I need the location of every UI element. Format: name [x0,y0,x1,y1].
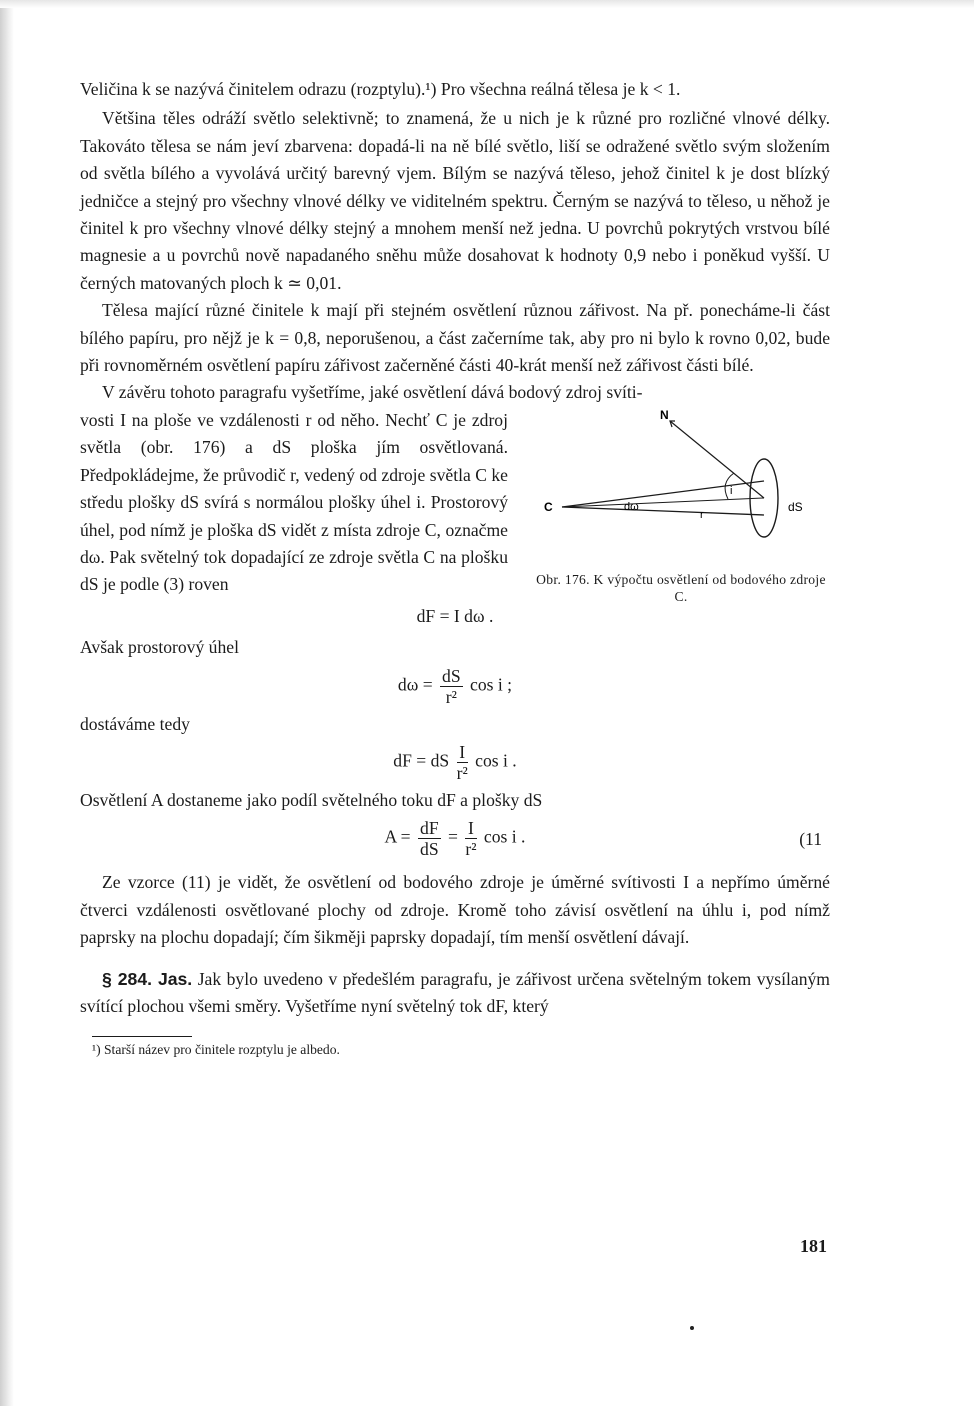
equation-2 [80,666,830,707]
footnote-rule [92,1036,192,1037]
eq4-denominator-2: r² [465,839,477,860]
eq2-left: dω = [397,674,433,695]
scan-speck [690,1326,694,1330]
paragraph-4-first-line: V závěru tohoto paragrafu vyšetříme, jaké osvětlení dává bodový zdroj svíti- [102,382,643,403]
eq4-numerator-1: dF [420,818,439,839]
eq4-left: A = [384,826,411,847]
paragraph-6 [80,966,830,1021]
label-i: i [730,484,733,497]
eq4-numerator-2: I [465,818,476,839]
eq2-numerator: dS [442,665,461,686]
equation-1: dF = I dω . [416,605,494,626]
eq2-fraction [440,666,463,707]
eq4-denominator-1: dS [420,839,439,860]
equation-4 [80,818,830,859]
scan-shadow-top [0,0,974,8]
paragraph-4-rest: vosti I na ploše ve vzdálenosti r od něho. Nechť C je zdroj světla (obr. 176) a dS ploška jím osvětlovaná. Předpokládejme, že průvodič r, vedený od zdroje světla C ke středu plošky dS svírá s normálou plošky úhel i. Prostorový úhel, pod nímž je ploška dS vidět z místa zdroje C, označme dω. Pak světelný tok dopadající ze zdroje světla C na plošku dS je podle (3) roven [80,409,508,595]
label-domega: dω [624,500,639,513]
paragraph-2: Většina těles odráží světlo selektivně; to znamená, že u nich je k různé pro rozličné vlnové délky. Takováto tělesa se nám jeví zbarvena: dopadá-li na ně bílé světlo, liší se odražené světlo svým složením od světla bílého a vyvolává určitý barevný vjem. Bílým se nazývá těleso, jehož činitel k je dost blízký jedničce a stejný pro všechny vlnové délky ve viditelném spektru. Černým se nazývá to těleso, u něhož je činitel k pro všechny vlnové délky stejný a mnohem menší než jedna. U povrchů pokrytých vrstvou bílé magnesie a u povrchů nově napadaného sněhu může dosahovat k hodnoty 0,9 nebo i poněkud vyšší. U černých matovaných ploch k ≃ 0,01. [80,108,830,293]
eq4-equals: = [448,826,458,847]
paragraph-1: Veličina k se nazývá činitelem odrazu (rozptylu).¹) Pro všechna reálná tělesa je k < 1. [80,79,681,99]
eq4-fraction-2 [465,818,476,859]
paragraph-6-text: Jak bylo uvedeno v předešlém paragrafu, je zářivost určena světelným tokem vysílaným svítící plochou všemi směry. Vyšetříme nyní světelný tok dF, který [80,968,830,1016]
text-osvetleni: Osvětlení A dostaneme jako podíl světelného toku dF a plošky dS [80,789,543,810]
section-heading: § 284. Jas. [102,968,193,989]
eq3-denominator: r² [456,762,468,783]
figure-caption: Obr. 176. K výpočtu osvětlení od bodového zdroje C. [536,572,826,605]
cone-diagram [532,407,830,557]
eq2-denominator: r² [445,686,457,707]
label-c: C [544,499,553,514]
text-dostavame: dostáváme tedy [80,713,190,734]
eq4-fraction-1 [418,818,441,859]
eq3-numerator: I [457,742,468,763]
paragraph-5: Ze vzorce (11) je vidět, že osvětlení od bodového zdroje je úměrné svítivosti I a nepřímo úměrné čtverci vzdálenosti osvětlované plochy od zdroje. Kromě toho závisí osvětlení na úhlu i, pod nímž paprsky na plochu dopadají; čím šikměji paprsky dopadají, tím menší osvětlení dávají. [80,872,830,948]
equation-3 [80,742,830,783]
paragraph-3: Tělesa mající různé činitele k mají při stejném osvětlení různou zářivost. Na př. ponecháme-li část bílého papíru, pro nějž je k = 0,8, neporušenou, a část začerníme tak, aby pro ni bylo k rovno 0,02, bude při rovnoměrném osvětlení papíru zářivost začerněné části 40-krát menší než zářivost části bílé. [80,300,830,376]
page-number: 181 [800,1236,827,1256]
equation-number: (11 [799,829,822,850]
label-ds: dS [788,499,803,514]
label-r: r [700,508,704,521]
figure-block [80,407,830,605]
footnote: ¹) Starší název pro činitele rozptylu je albedo. [92,1042,340,1058]
figure-176 [532,407,830,605]
eq3-left: dF = dS [393,750,450,771]
eq2-right: cos i ; [470,674,513,695]
eq3-fraction [457,742,468,783]
label-n: N [660,407,669,422]
eq4-right: cos i . [483,826,526,847]
eq3-right: cos i . [475,750,517,771]
text-avsak: Avšak prostorový úhel [80,637,239,658]
page-body [80,76,830,1059]
scan-shadow-edge [0,0,14,1406]
